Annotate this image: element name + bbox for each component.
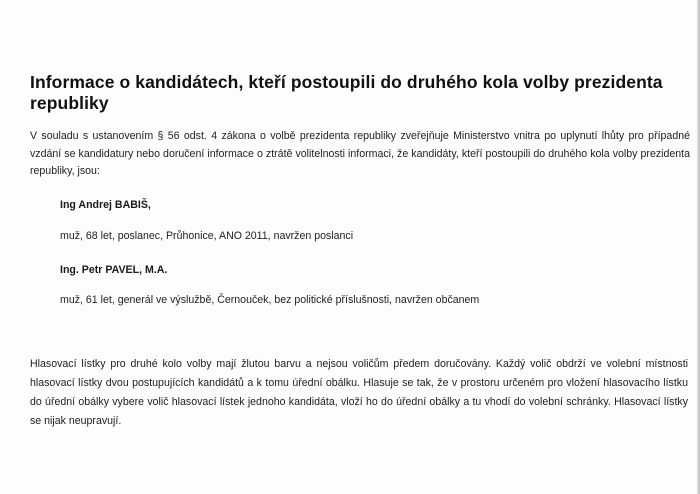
candidate-name: Ing. Petr PAVEL, M.A. (60, 264, 168, 276)
voting-info-paragraph: Hlasovací lístky pro druhé kolo volby mají žlutou barvu a nejsou voličům předem doručovány. Každý volič obdrží ve volební místnosti hlasovací lístky dvou postupujících kandidátů a k tomu úřední obálku. Hlasuje se tak, že v prostoru určeném pro vložení hlasovacího lístku do úřední obálky vybere volič hlasovací lístek jednoho kandidáta, vloží ho do úřední obálky a tu vhodí do volební schránky. Hlasovací lístky se nijak neupravují. (30, 358, 688, 427)
intro-paragraph: V souladu s ustanovením § 56 odst. 4 zákona o volbě prezidenta republiky zveřejňuje Ministerstvo vnitra po uplynutí lhůty pro případné vzdání se kandidatury nebo doručení informace o ztrátě volitelnosti informaci, že kandidáty, kteří postoupili do druhého kola volby prezidenta republiky, jsou: (30, 130, 690, 177)
document-title: Informace o kandidátech, kteří postoupili do druhého kola volby prezidenta republiky (30, 72, 663, 113)
candidate-name: Ing Andrej BABIŠ, (60, 199, 151, 211)
candidate-description: muž, 61 let, generál ve výslužbě, Černouček, bez politické příslušnosti, navržen občanem (60, 294, 480, 306)
candidate-description: muž, 68 let, poslanec, Průhonice, ANO 2011, navržen poslanci (60, 230, 354, 242)
